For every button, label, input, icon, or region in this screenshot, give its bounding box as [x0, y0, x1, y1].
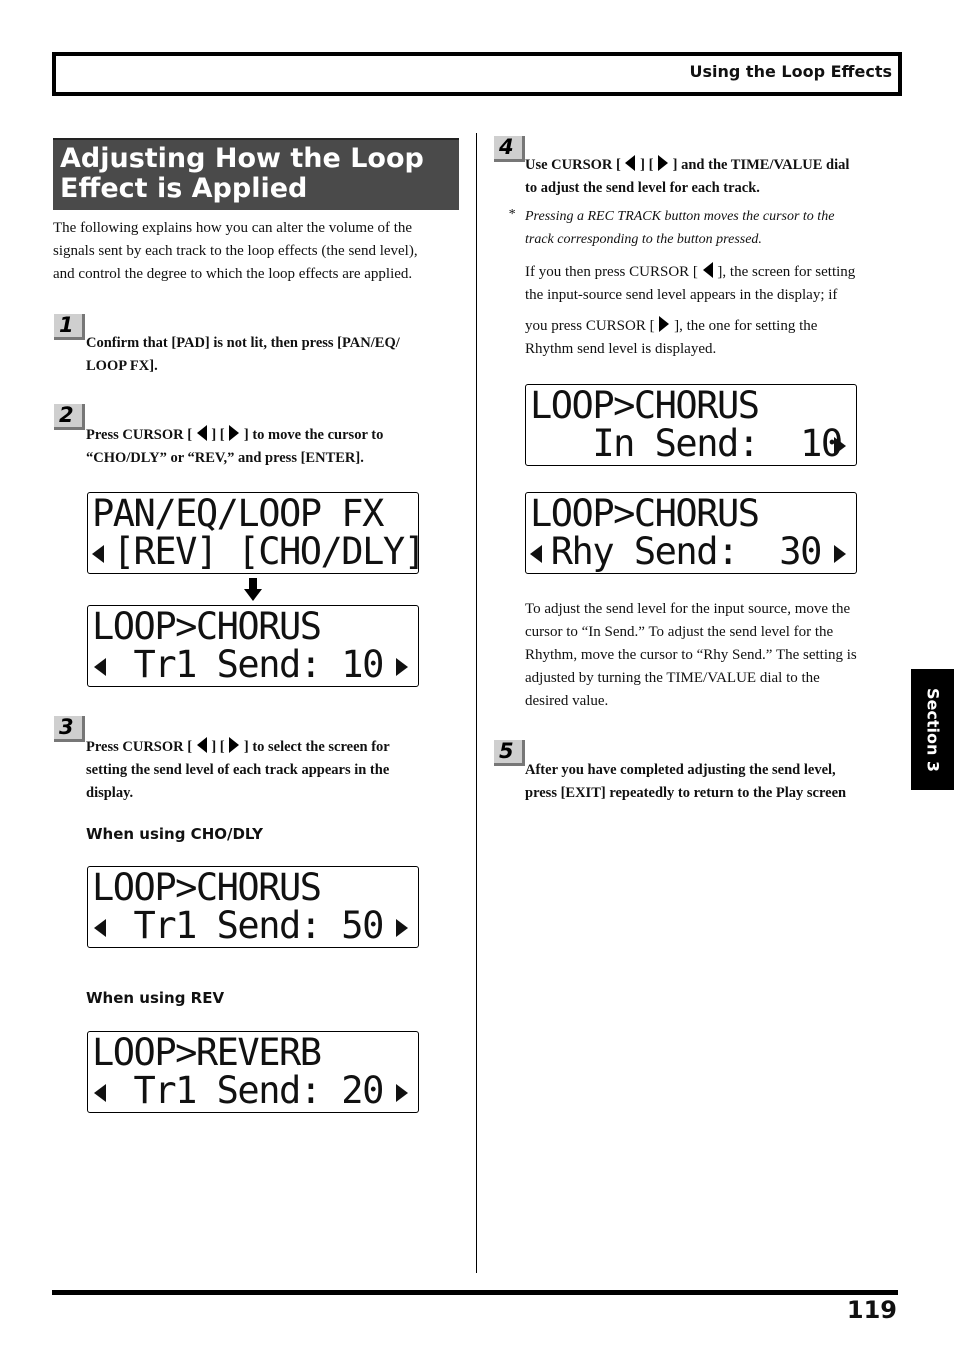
note-asterisk: *: [508, 207, 515, 222]
lcd-row-2: [REV] [CHO/DLY]: [92, 530, 425, 573]
footer-rule: [52, 1290, 898, 1295]
lcd-display-chorus-tr1-10: [87, 605, 419, 687]
step-4-text: [525, 154, 849, 200]
intro-line: and control the degree to which the loop effects are applied.: [53, 266, 413, 282]
cursor-left-icon: [197, 737, 207, 753]
section-side-tab: [911, 669, 954, 790]
p3-line: cursor to “In Send.” To adjust the send level for the: [525, 624, 834, 640]
lcd-row-2: Tr1 Send: 20: [92, 1069, 383, 1112]
lcd-row-1: LOOP>CHORUS: [92, 866, 321, 909]
p2-line: Rhythm send level is displayed.: [525, 341, 717, 357]
lcd-display-chorus-tr1-50: [87, 866, 419, 948]
step-number-3: 3: [54, 716, 85, 742]
subhead-cho-dly: When using CHO/DLY: [86, 825, 264, 843]
lcd-left-arrow-icon: [94, 1084, 106, 1102]
p3-line: adjusted by turning the TIME/VALUE dial to the: [525, 670, 820, 686]
p1-pre: If you then press CURSOR [: [525, 264, 698, 280]
lcd-right-arrow-icon: [396, 658, 408, 676]
cursor-left-icon: [197, 425, 207, 441]
lcd-right-arrow-icon: [396, 1084, 408, 1102]
lcd-row-1: LOOP>CHORUS: [530, 492, 759, 535]
step-3-line: setting the send level of each track appears in the: [86, 762, 390, 778]
right-paragraph-1: [525, 261, 855, 307]
lcd-left-arrow-icon: [92, 545, 104, 563]
step-5-line: press [EXIT] repeatedly to return to the Play screen: [525, 785, 847, 801]
lcd-right-arrow-icon: [834, 545, 846, 563]
cursor-right-icon: [658, 155, 668, 171]
lcd-display-reverb-tr1-20: [87, 1031, 419, 1113]
lcd-row-1: LOOP>REVERB: [92, 1031, 321, 1074]
section-heading: [53, 138, 459, 210]
lcd-row-2: Rhy Send: 30: [530, 530, 821, 573]
cursor-left-icon: [703, 262, 713, 278]
step-2-text: [86, 424, 383, 470]
lcd-row-1: LOOP>CHORUS: [530, 384, 759, 427]
step-3-mid: ] [: [211, 739, 225, 755]
lcd-display-chorus-in-10: [525, 384, 857, 466]
side-tab-label: Section 3: [923, 687, 942, 772]
step-1-line: LOOP FX].: [86, 358, 158, 374]
lcd-row-2: In Send: 10: [530, 422, 842, 465]
step-number-5: 5: [494, 740, 525, 766]
lcd-left-arrow-icon: [530, 545, 542, 563]
step-1-line: Confirm that [PAD] is not lit, then press [PAN/EQ/: [86, 335, 400, 351]
intro-line: signals sent by each track to the loop effects (the send level),: [53, 243, 418, 259]
note-text: [525, 205, 834, 251]
step-4-pre: Use CURSOR [: [525, 157, 621, 173]
lcd-row-2: Tr1 Send: 50: [92, 904, 383, 947]
lcd-display-chorus-rhy-30: [525, 492, 857, 574]
note-line: Pressing a REC TRACK button moves the cursor to the: [525, 209, 835, 224]
header-box: [52, 52, 902, 96]
step-1-text: [86, 332, 400, 378]
step-3-text: [86, 736, 390, 805]
down-arrow-icon: [244, 578, 262, 602]
p3-line: To adjust the send level for the input source, move the: [525, 601, 851, 617]
lcd-right-arrow-icon: [396, 919, 408, 937]
lcd-left-arrow-icon: [94, 919, 106, 937]
step-number-2: 2: [54, 404, 85, 430]
step-4-mid: ] [: [640, 157, 654, 173]
lcd-left-arrow-icon: [94, 658, 106, 676]
section-heading-line1: Adjusting How the Loop: [60, 143, 424, 174]
header-title: Using the Loop Effects: [689, 62, 892, 81]
column-divider: [476, 133, 477, 1273]
subhead-rev: When using REV: [86, 989, 225, 1007]
step-5-line: After you have completed adjusting the send level,: [525, 762, 836, 778]
step-3-pre: Press CURSOR [: [86, 739, 193, 755]
step-number-4: 4: [494, 136, 525, 162]
step-2-post: ] to move the cursor to: [243, 427, 384, 443]
step-2-line: “CHO/DLY” or “REV,” and press [ENTER].: [86, 450, 364, 466]
intro-line: The following explains how you can alter the volume of the: [53, 220, 413, 236]
step-2-mid: ] [: [211, 427, 225, 443]
cursor-right-icon: [229, 737, 239, 753]
cursor-left-icon: [625, 155, 635, 171]
step-5-text: [525, 759, 846, 805]
step-4-line: to adjust the send level for each track.: [525, 180, 760, 196]
lcd-row-2: Tr1 Send: 10: [92, 643, 383, 686]
p3-line: desired value.: [525, 693, 609, 709]
p3-line: Rhythm, move the cursor to “Rhy Send.” The setting is: [525, 647, 857, 663]
step-number-1: 1: [54, 314, 85, 340]
step-4-post: ] and the TIME/VALUE dial: [672, 157, 850, 173]
p2-post: ], the one for setting the: [674, 318, 818, 334]
p1-line: the input-source send level appears in the display; if: [525, 287, 838, 303]
right-paragraph-3: [525, 598, 857, 713]
page-number: 119: [846, 1296, 897, 1324]
p2-pre: you press CURSOR [: [525, 318, 655, 334]
lcd-right-arrow-icon: [834, 437, 846, 455]
right-paragraph-2: [525, 315, 817, 361]
note-line: track corresponding to the button pressed.: [525, 232, 762, 247]
lcd-display-pan-eq-loop-fx: [87, 492, 425, 574]
step-2-pre: Press CURSOR [: [86, 427, 193, 443]
cursor-right-icon: [229, 425, 239, 441]
lcd-row-1: LOOP>CHORUS: [92, 605, 321, 648]
intro-paragraph: [53, 217, 418, 286]
section-heading-line2: Effect is Applied: [60, 173, 308, 204]
p1-post: ], the screen for setting: [717, 264, 856, 280]
cursor-right-icon: [659, 316, 669, 332]
lcd-row-1: PAN/EQ/LOOP FX: [92, 492, 383, 535]
step-3-line: display.: [86, 785, 134, 801]
step-3-post: ] to select the screen for: [243, 739, 390, 755]
